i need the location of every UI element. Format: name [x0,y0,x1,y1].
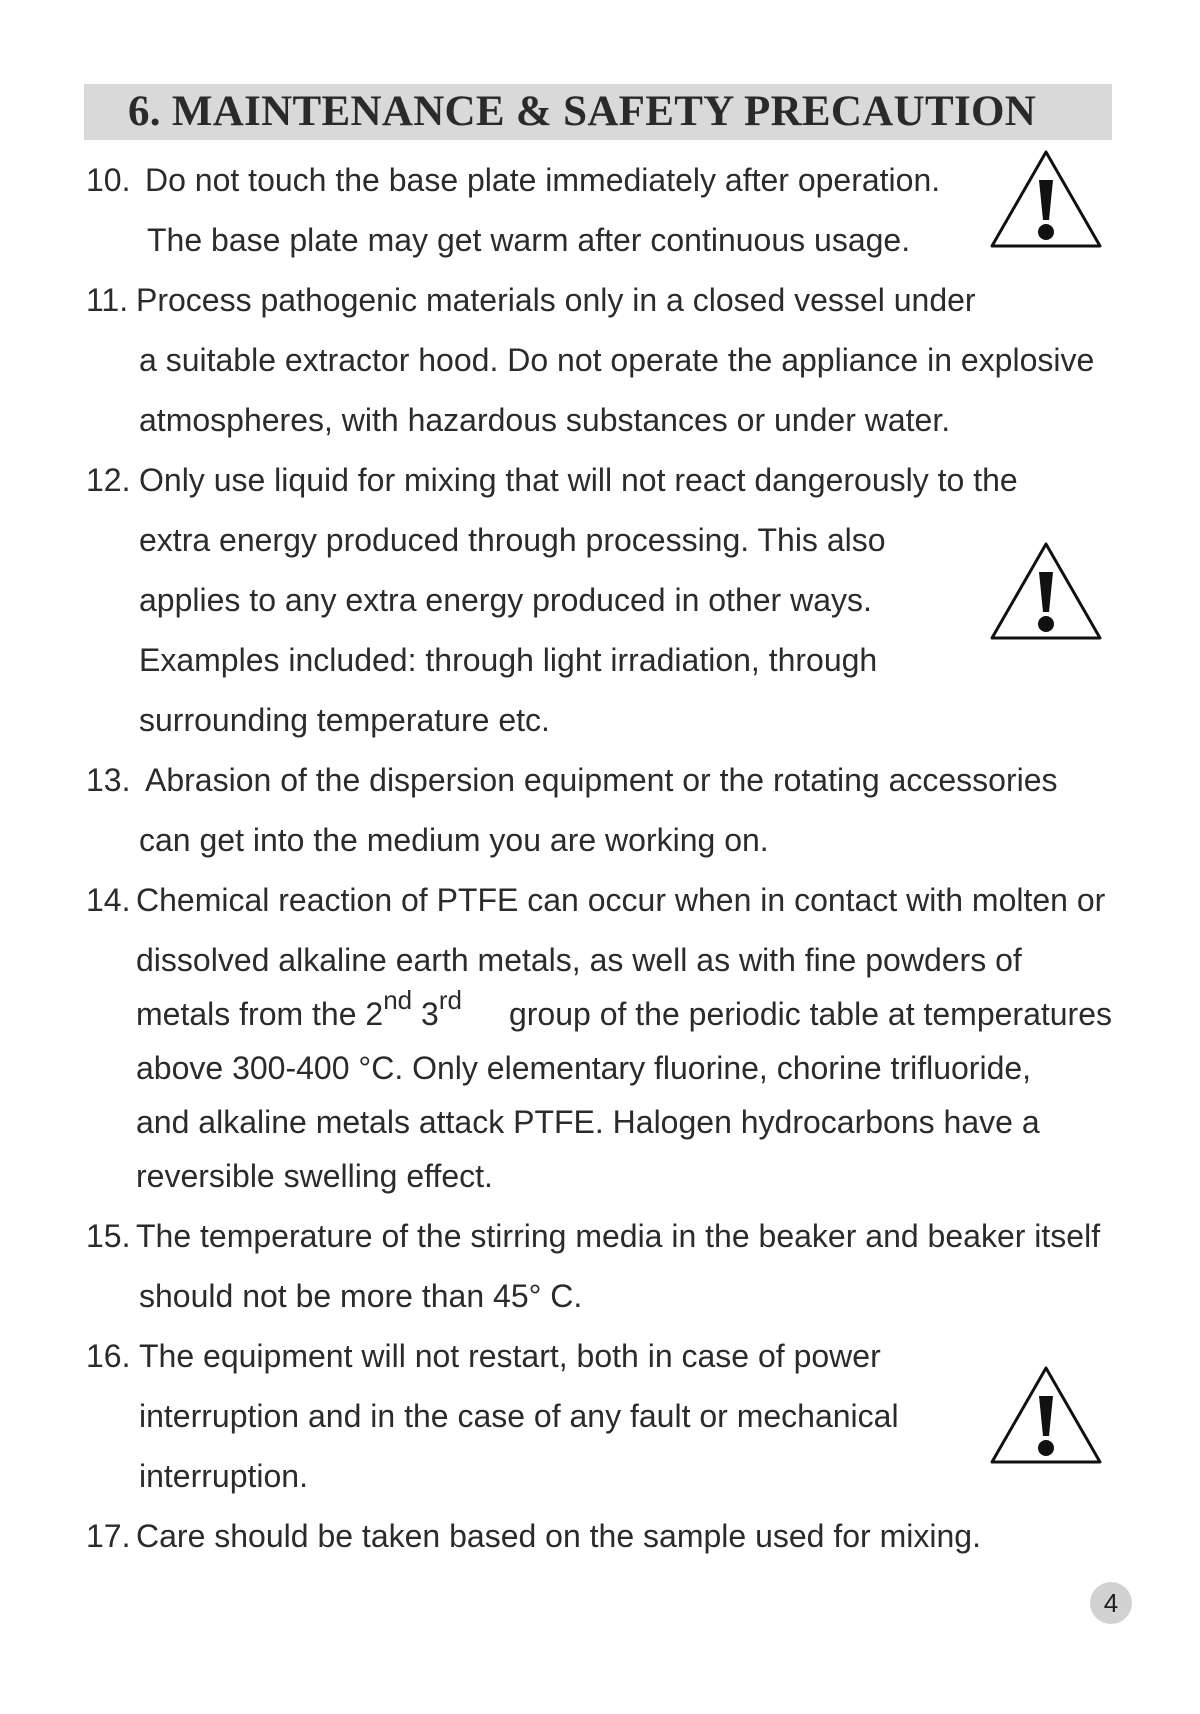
warning-triangle-icon [988,148,1104,252]
item-text-line: surrounding temperature etc. [139,702,550,738]
item-text-line-justified [136,1048,1112,1088]
item-number: 11. [86,282,129,318]
item-text-line-justified [136,940,1112,980]
item-text-line-justified [136,1102,1112,1142]
item-number: 10. [86,162,131,198]
item-text-line: extra energy produced through processing. This also [139,522,886,558]
item-text-line: a suitable extractor hood. Do not operate the appliance in explosive [139,342,1095,378]
item-number: 17. [86,1518,131,1554]
item-text-line: Process pathogenic materials only in a closed vessel under [136,282,976,318]
item-number: 12. [86,462,131,498]
item-text-line: group of the periodic table at temperatures [508,996,1112,1032]
item-text-line: atmospheres, with hazardous substances or under water. [139,402,951,438]
item-text-line: Do not touch the base plate immediately after operation. [145,162,941,198]
item-text-line: dissolved alkaline earth metals, as well as with fine powders of [136,942,1022,978]
item-text-line [136,985,462,1034]
item-text-line: should not be more than 45° C. [139,1278,583,1314]
item-text-line: reversible swelling effect. [136,1158,493,1194]
item-text-line-justified [136,985,1112,1034]
superscript-rd: rd [438,985,462,1016]
item-text-line: and alkaline metals attack PTFE. Halogen hydrocarbons have a [136,1104,1040,1140]
section-title: 6. MAINTENANCE & SAFETY PRECAUTION [128,88,1037,135]
item-text-line: Abrasion of the dispersion equipment or the rotating accessories [145,762,1058,798]
item-text-line: Chemical reaction of PTFE can occur when in contact with molten or [136,882,1106,918]
item-text-line: can get into the medium you are working on. [139,822,769,858]
item-text-line: Only use liquid for mixing that will not react dangerously to the [139,462,1018,498]
item-text-line: Examples included: through light irradiation, through [139,642,878,678]
item-text-line: applies to any extra energy produced in other ways. [139,582,872,618]
text-fragment: metals from the 2 [136,996,384,1032]
item-number: 14. [86,882,131,918]
item-number: 15. [86,1218,131,1254]
section-header [84,84,1112,140]
item-number: 13. [86,762,131,798]
item-text-line: interruption and in the case of any fault or mechanical [139,1398,899,1434]
item-text-line: above 300-400 °C. Only elementary fluorine, chorine trifluoride, [136,1050,1032,1086]
warning-triangle-icon [988,540,1104,644]
item-text-line: The base plate may get warm after continuous usage. [147,222,911,258]
warning-triangle-icon [988,1364,1104,1468]
item-text-line: The temperature of the stirring media in the beaker and beaker itself [136,1218,1101,1254]
page-number-text: 4 [1103,1587,1119,1618]
item-number: 16. [86,1338,131,1374]
superscript-nd: nd [383,985,413,1016]
item-text-line: Care should be taken based on the sample used for mixing. [136,1518,981,1554]
page-number [1090,1582,1132,1624]
item-text-line: interruption. [139,1458,308,1494]
item-text-line: The equipment will not restart, both in case of power [139,1338,881,1374]
text-fragment: 3 [421,996,439,1032]
